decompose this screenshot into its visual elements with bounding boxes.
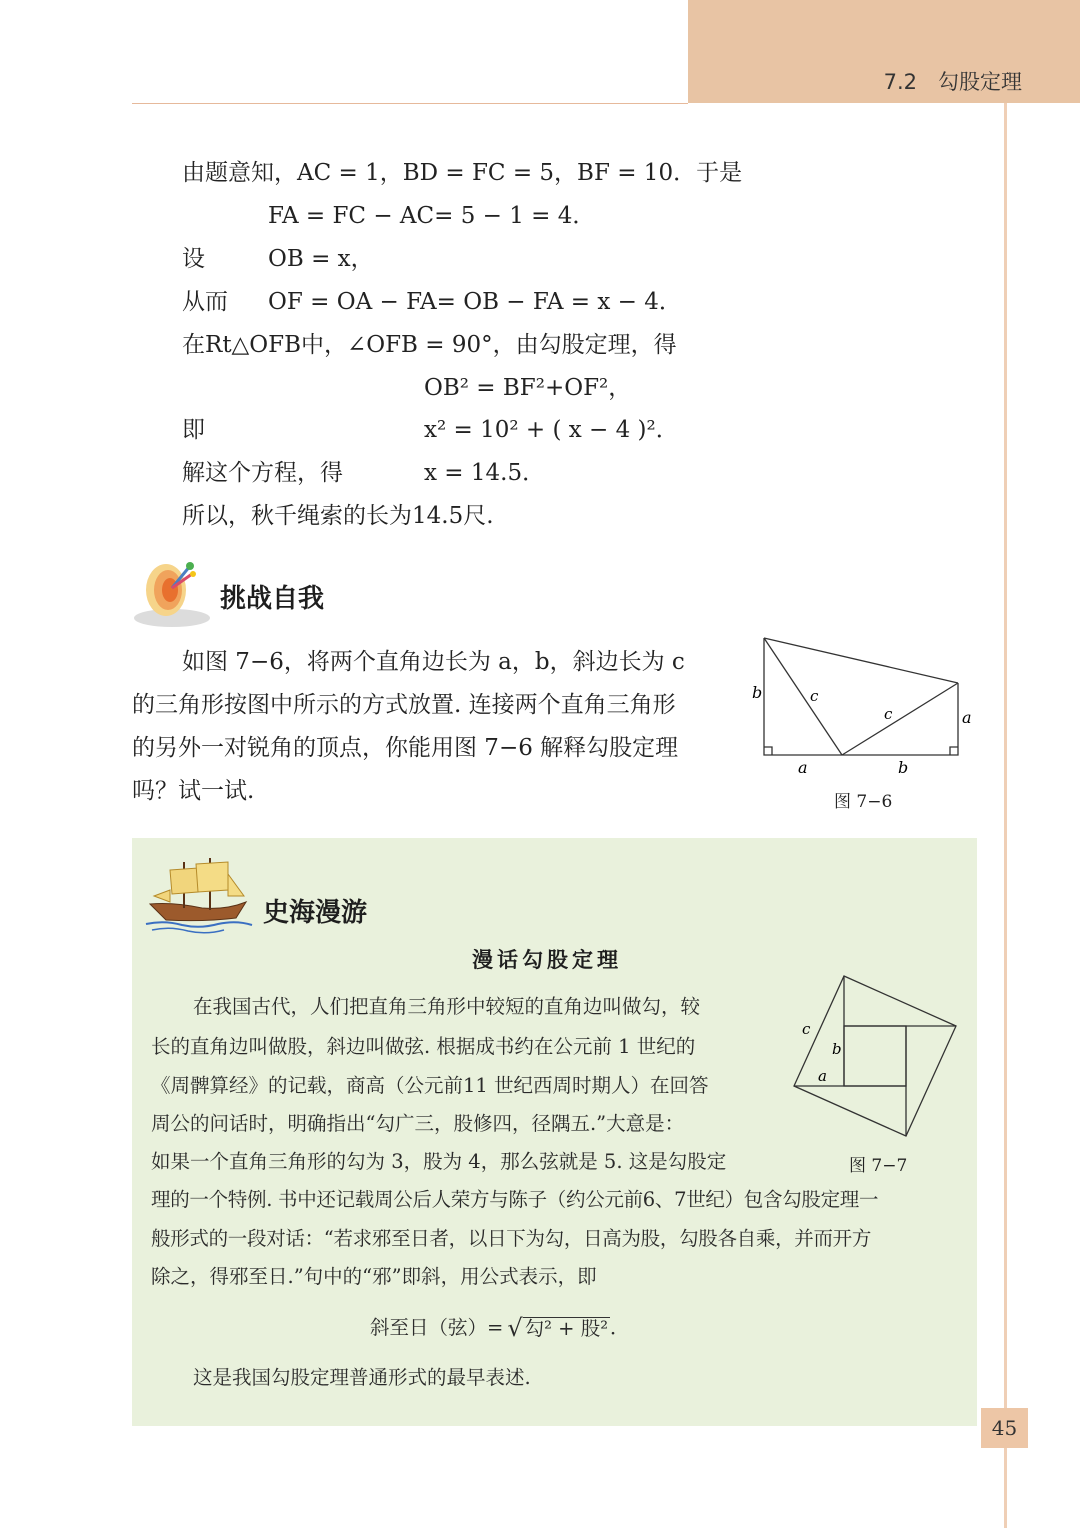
fig76-label-a-right: a	[962, 708, 972, 727]
formula-radicand: 勾² + 股²	[524, 1317, 609, 1341]
fig76-label-b-bottom: b	[898, 758, 909, 777]
history-subheading: 漫话勾股定理	[472, 947, 622, 972]
chapter-title: 7.2 勾股定理	[883, 70, 1022, 94]
challenge-text-4: 吗？试一试.	[132, 778, 255, 804]
formula-end: ．	[610, 1316, 630, 1340]
fig77-label-a: a	[818, 1067, 827, 1085]
fig76-label-c1: c	[810, 687, 819, 705]
formula-lhs: 斜至日（弦）=	[370, 1316, 504, 1340]
solution-line-5: 在Rt△OFB中，∠OFB = 90°，由勾股定理，得	[182, 332, 677, 358]
history-line-6: 理的一个特例. 书中还记载周公后人荣方与陈子（约公元前6、7世纪）包含勾股定理一	[151, 1188, 879, 1211]
solution-line-1: 由题意知，AC = 1，BD = FC = 5，BF = 10．于是	[182, 160, 743, 186]
figure-7-6	[740, 628, 990, 798]
history-formula	[370, 1316, 630, 1340]
history-line-4: 周公的问话时，明确指出“勾广三，股修四，径隅五.”大意是：	[151, 1112, 685, 1135]
figure-7-7-caption: 图 7−7	[849, 1156, 908, 1176]
history-heading: 史海漫游	[263, 898, 368, 928]
side-rule	[1004, 103, 1007, 1528]
solution-label-solve: 解这个方程，得	[182, 460, 343, 486]
history-line-1: 在我国古代，人们把直角三角形中较短的直角边叫做勾，较	[193, 995, 701, 1018]
challenge-text-2: 的三角形按图中所示的方式放置. 连接两个直角三角形	[132, 692, 676, 718]
fig76-label-b-left: b	[752, 683, 763, 702]
solution-line-7: x² = 10² + ( x − 4 )²．	[424, 417, 679, 443]
target-dart-icon	[132, 552, 212, 632]
history-line-8: 除之，得邪至日.”句中的“邪”即斜，用公式表示，即	[151, 1265, 597, 1288]
chapter-header-tab	[688, 0, 1080, 103]
solution-label-thus: 从而	[182, 289, 228, 315]
challenge-heading: 挑战自我	[220, 584, 325, 614]
fig76-label-c2: c	[884, 705, 893, 723]
fig77-label-c: c	[802, 1020, 811, 1038]
figure-7-6-caption: 图 7−6	[834, 792, 893, 812]
challenge-text-3: 的另外一对锐角的顶点，你能用图 7−6 解释勾股定理	[132, 735, 679, 761]
history-line-2: 长的直角边叫做股，斜边叫做弦. 根据成书约在公元前 1 世纪的	[151, 1035, 696, 1058]
history-closing: 这是我国勾股定理普通形式的最早表述.	[193, 1366, 531, 1389]
solution-line-8: x = 14.5．	[424, 460, 546, 486]
figure-7-7	[790, 968, 968, 1144]
solution-label-ie: 即	[182, 417, 205, 443]
sqrt-icon: √	[507, 1314, 523, 1342]
fig77-label-b: b	[832, 1040, 842, 1058]
solution-line-3: OB = x，	[268, 246, 374, 272]
sailing-ship-icon	[144, 852, 254, 934]
solution-conclusion: 所以，秋千绳索的长为14.5尺.	[182, 503, 494, 529]
fig76-label-a-bottom: a	[798, 758, 808, 777]
solution-line-2: FA = FC − AC= 5 − 1 = 4．	[268, 203, 596, 229]
page-number: 45	[981, 1408, 1028, 1448]
header-rule	[132, 103, 688, 104]
solution-line-6: OB² = BF²+OF²，	[424, 375, 632, 401]
challenge-text-1: 如图 7−6，将两个直角边长为 a，b，斜边长为 c	[182, 649, 685, 675]
solution-line-4: OF = OA − FA= OB − FA = x − 4．	[268, 289, 682, 315]
history-line-5: 如果一个直角三角形的勾为 3，股为 4，那么弦就是 5. 这是勾股定	[151, 1150, 727, 1173]
solution-label-let: 设	[182, 246, 205, 272]
history-line-3: 《周髀算经》的记载，商高（公元前11 世纪西周时期人）在回答	[151, 1074, 709, 1097]
history-line-7: 般形式的一段对话：“若求邪至日者，以日下为勾，日高为股，勾股各自乘，并而开方	[151, 1227, 872, 1250]
